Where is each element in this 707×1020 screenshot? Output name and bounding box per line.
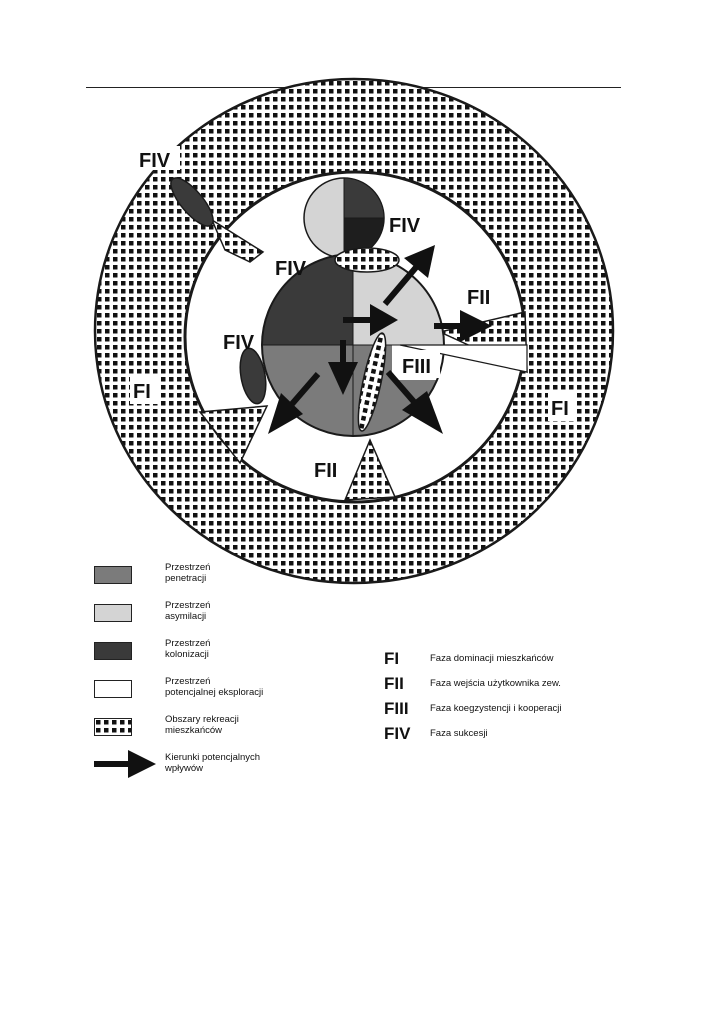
phase-desc-fiii: Faza koegzystencji i kooperacji: [430, 703, 562, 714]
phase-label-fii-right: FII: [467, 287, 491, 309]
swatch-exploration: [94, 680, 132, 698]
swatch-assimilation: [94, 604, 132, 622]
swatch-penetration: [94, 566, 132, 584]
phase-code-fiv: FIV: [384, 724, 411, 743]
phase-label-fiv-left: FIV: [223, 332, 255, 354]
area-legend: [94, 562, 334, 790]
legend-item-arrows: [94, 752, 334, 790]
phase-label-fi-left: FI: [133, 381, 151, 403]
phase-desc-fii: Faza wejścia użytkownika zew.: [430, 678, 561, 689]
legend-label-arrows: Kierunki potencjalnych wpływów: [165, 752, 261, 774]
legend-item-assimilation: [94, 600, 334, 638]
dotted-oval-top: [335, 248, 399, 272]
swatch-arrow-icon: [94, 750, 158, 778]
phase-desc-fiv: Faza sukcesji: [430, 728, 488, 739]
legend-item-exploration: [94, 676, 334, 714]
legend-label-penetration: Przestrzeń penetracji: [165, 562, 211, 584]
phase-item-fii: [384, 675, 624, 700]
legend-label-colonization: Przestrzeń kolonizacji: [165, 638, 211, 660]
phase-legend: [384, 650, 624, 750]
phase-label-fiii: FIII: [402, 356, 431, 378]
phase-code-fii: FII: [384, 674, 404, 693]
legend-item-recreation: [94, 714, 334, 752]
phase-code-fi: FI: [384, 649, 400, 668]
phase-item-fiv: [384, 725, 624, 750]
legend-label-exploration: Przestrzeń potencjalnej eksploracji: [165, 676, 264, 698]
phase-code-fiii: FIII: [384, 699, 409, 718]
phase-item-fiii: [384, 700, 624, 725]
legend-item-penetration: [94, 562, 334, 600]
legend-label-recreation: Obszary rekreacji mieszkańców: [165, 714, 239, 736]
phase-desc-fi: Faza dominacji mieszkańców: [430, 653, 554, 664]
phase-label-fii-bottom: FII: [314, 460, 338, 482]
phase-item-fi: [384, 650, 624, 675]
phase-label-fiv-outer: FIV: [139, 150, 171, 172]
phase-label-fiv-center: FIV: [275, 258, 307, 280]
swatch-recreation: [94, 718, 132, 736]
legend-label-assimilation: Przestrzeń asymilacji: [165, 600, 211, 622]
phase-label-fi-right: FI: [551, 398, 569, 420]
swatch-colonization: [94, 642, 132, 660]
legend-item-colonization: [94, 638, 334, 676]
phase-label-fiv-top: FIV: [389, 215, 421, 237]
